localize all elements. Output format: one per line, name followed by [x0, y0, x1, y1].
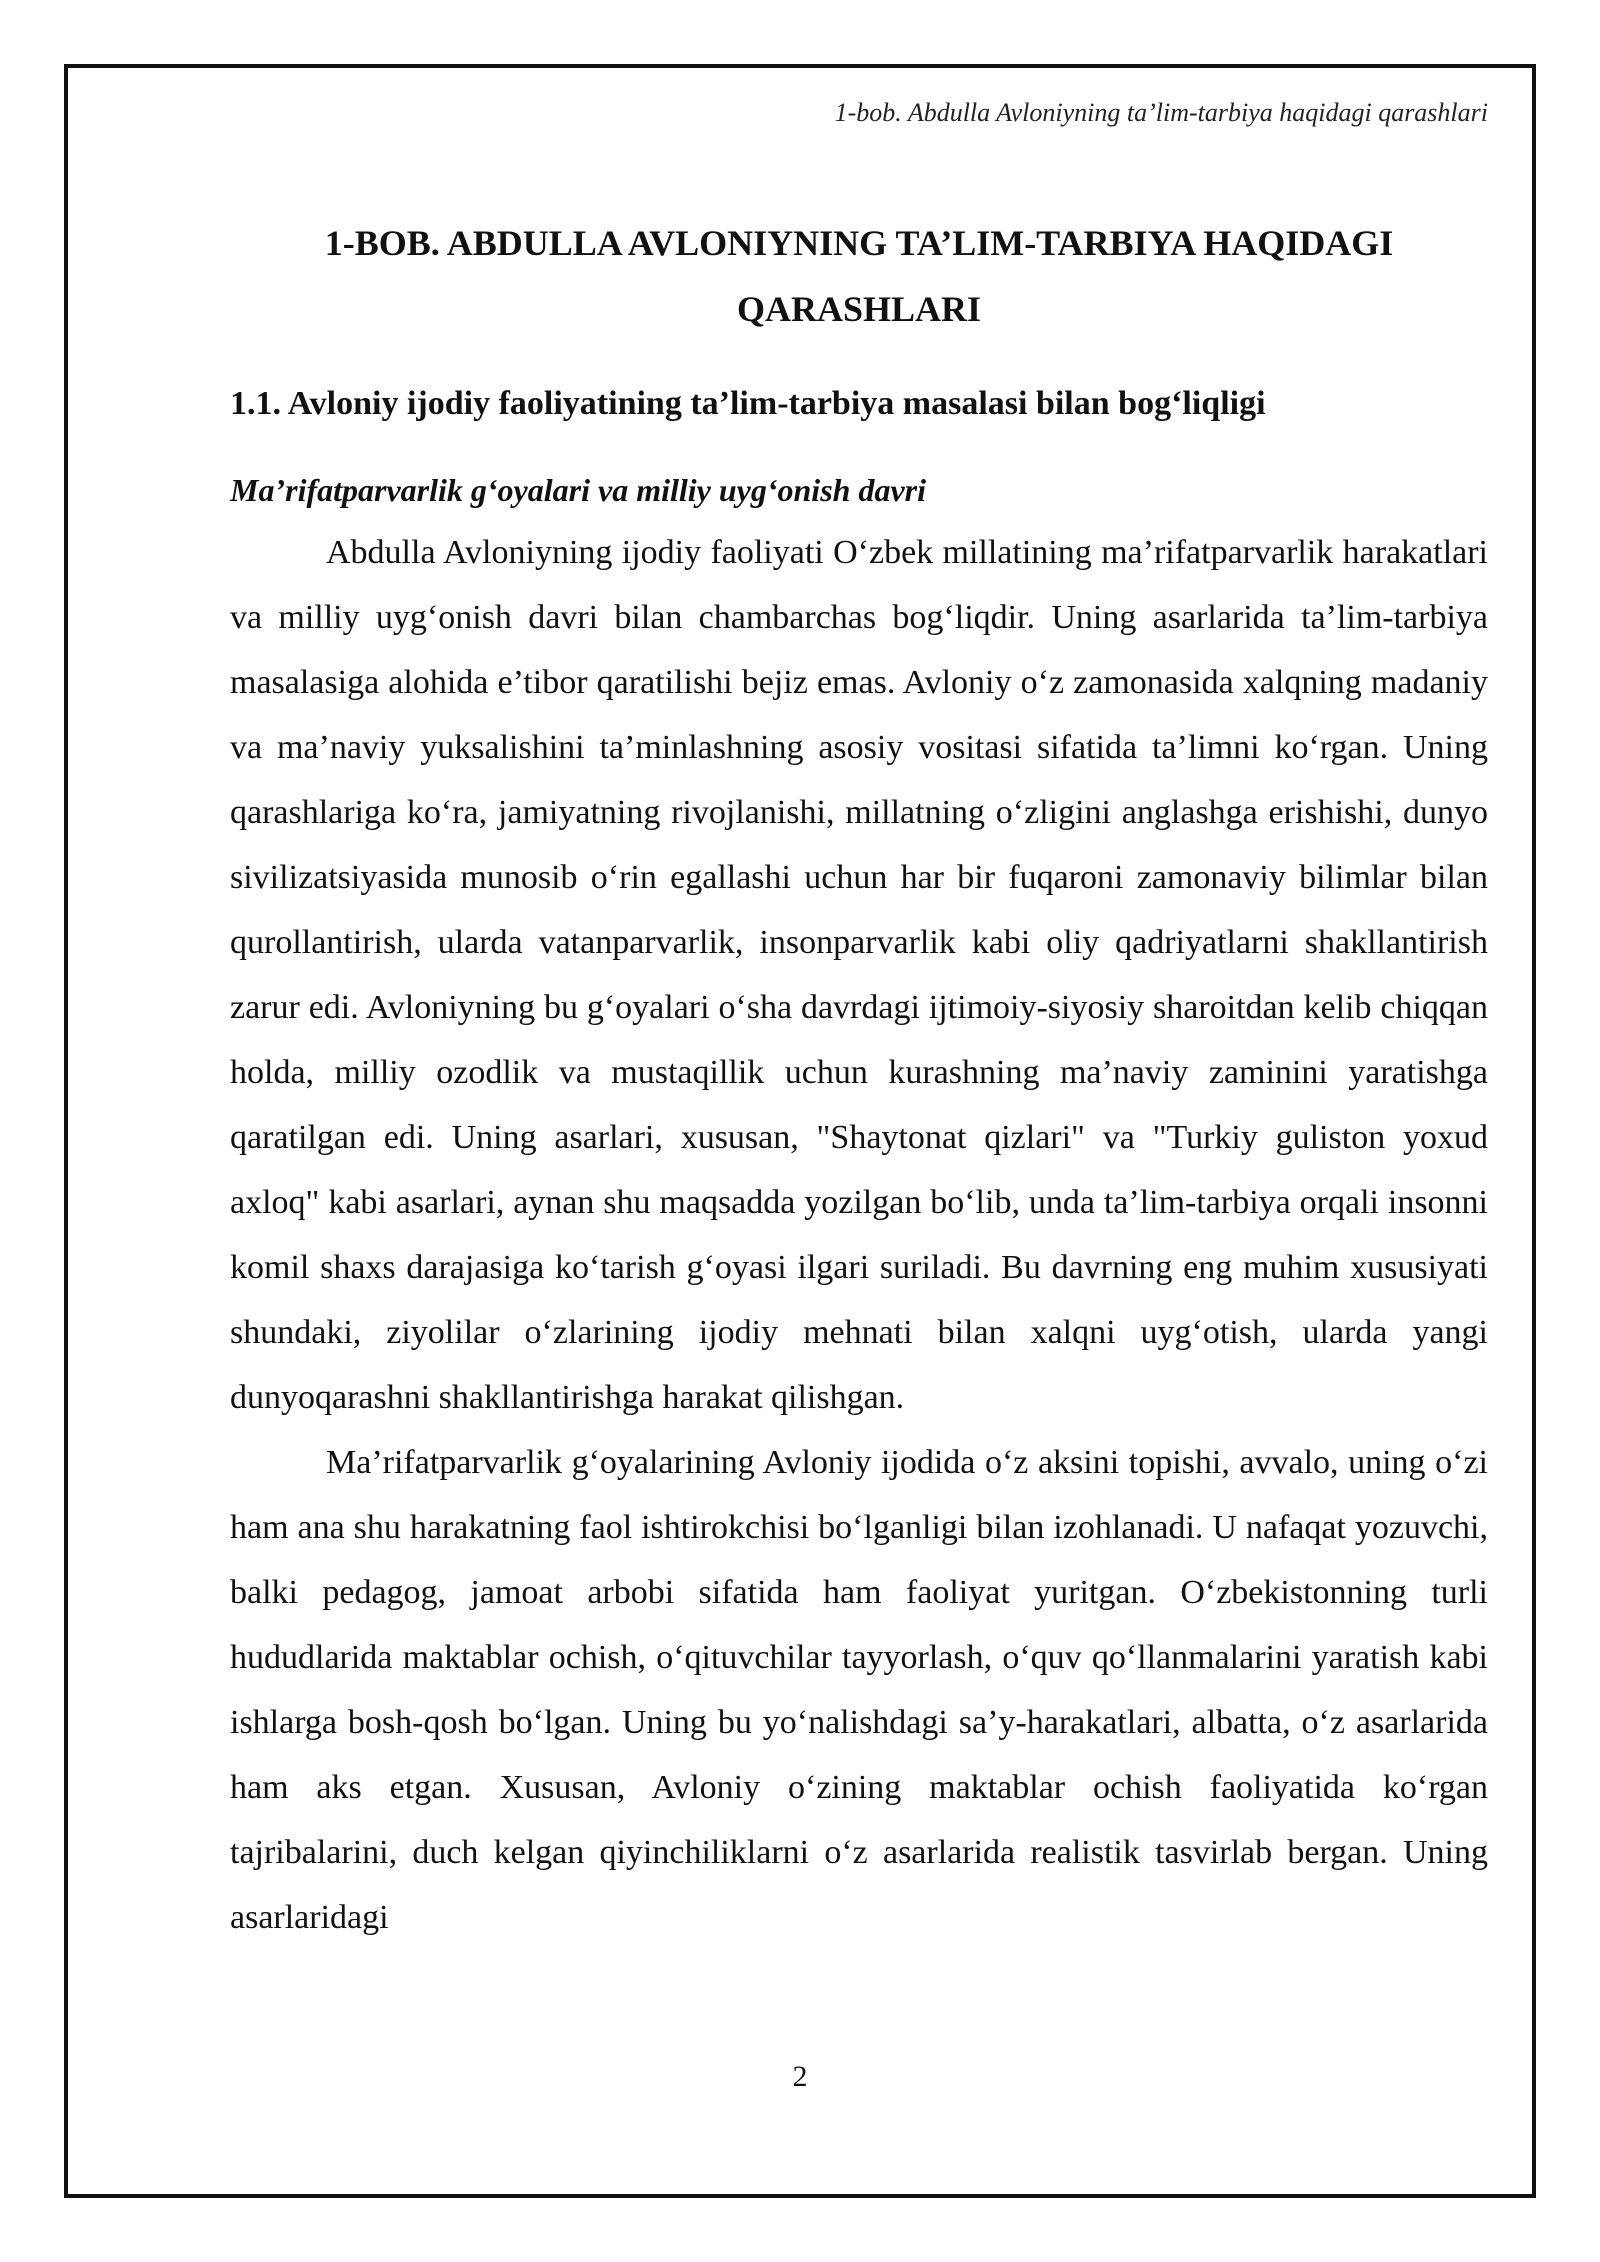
- page-number: 2: [792, 2060, 808, 2093]
- chapter-title-line-1: 1-BOB. ABDULLA AVLONIYNING TA’LIM-TARBIYA HAQIDAGI: [324, 223, 1394, 263]
- body-paragraph-2: Ma’rifatparvarlik g‘oyalarining Avloniy ijodida o‘z aksini topishi, avvalo, uning o‘zi ham ana shu harakatning faol ishtirokchisi bo‘lganligi bilan izohlanadi. U nafaqat yozuvchi, balki pedagog, jamoat arbobi sifatida ham faoliyat yuritgan. O‘zbekistonning turli hududlarida maktablar ochish, o‘qituvchilar tayyorlash, o‘quv qo‘llanmalarini yaratish kabi ishlarga bosh-qosh bo‘lgan. Uning bu yo‘nalishdagi sa’y-harakatlari, albatta, o‘z asarlarida ham aks etgan. Xususan, Avloniy o‘zining maktablar ochish faoliyatida ko‘rgan tajribalarini, duch kelgan qiyinchiliklarni o‘z asarlarida realistik tasvirlab bergan. Uning asarlaridagi: [230, 1444, 1488, 1936]
- page-content: [230, 210, 1488, 1950]
- body-paragraph-1: Abdulla Avloniyning ijodiy faoliyati O‘zbek millatining ma’rifatparvarlik harakatlari va milliy uyg‘onish davri bilan chambarchas bog‘liqdir. Uning asarlarida ta’lim-tarbiya masalasiga alohida e’tibor qaratilishi bejiz emas. Avloniy o‘z zamonasida xalqning madaniy va ma’naviy yuksalishini ta’minlashning asosiy vositasi sifatida ta’limni ko‘rgan. Uning qarashlariga ko‘ra, jamiyatning rivojlanishi, millatning o‘zligini anglashga erishishi, dunyo sivilizatsiyasida munosib o‘rin egallashi uchun har bir fuqaroni zamonaviy bilimlar bilan qurollantirish, ularda vatanparvarlik, insonparvarlik kabi oliy qadriyatlarni shakllantirish zarur edi. Avloniyning bu g‘oyalari o‘sha davrdagi ijtimoiy-siyosiy sharoitdan kelib chiqqan holda, milliy ozodlik va mustaqillik uchun kurashning ma’naviy zaminini yaratishga qaratilgan edi. Uning asarlari, xususan, "Shaytonat qizlari" va "Turkiy guliston yoxud axloq" kabi asarlari, aynan shu maqsadda yozilgan bo‘lib, unda ta’lim-tarbiya orqali insonni komil shaxs darajasiga ko‘tarish g‘oyasi ilgari suriladi. Bu davrning eng muhim xususiyati shundaki, ziyolilar o‘zlarining ijodiy mehnati bilan xalqni uyg‘otish, ularda yangi dunyoqarashni shakllantirishga harakat qilishgan.: [230, 534, 1488, 1416]
- subsection-title: Ma’rifatparvarlik g‘oyalari va milliy uyg‘onish davri: [230, 472, 926, 508]
- running-header: 1-bob. Abdulla Avloniyning ta’lim-tarbiya haqidagi qarashlari: [834, 98, 1488, 127]
- chapter-title-line-2: QARASHLARI: [736, 289, 982, 329]
- chapter-title: [230, 210, 1488, 342]
- section-title: 1.1. Avloniy ijodiy faoliyatining ta’lim-tarbiya masalasi bilan bog‘liqligi: [230, 385, 1266, 422]
